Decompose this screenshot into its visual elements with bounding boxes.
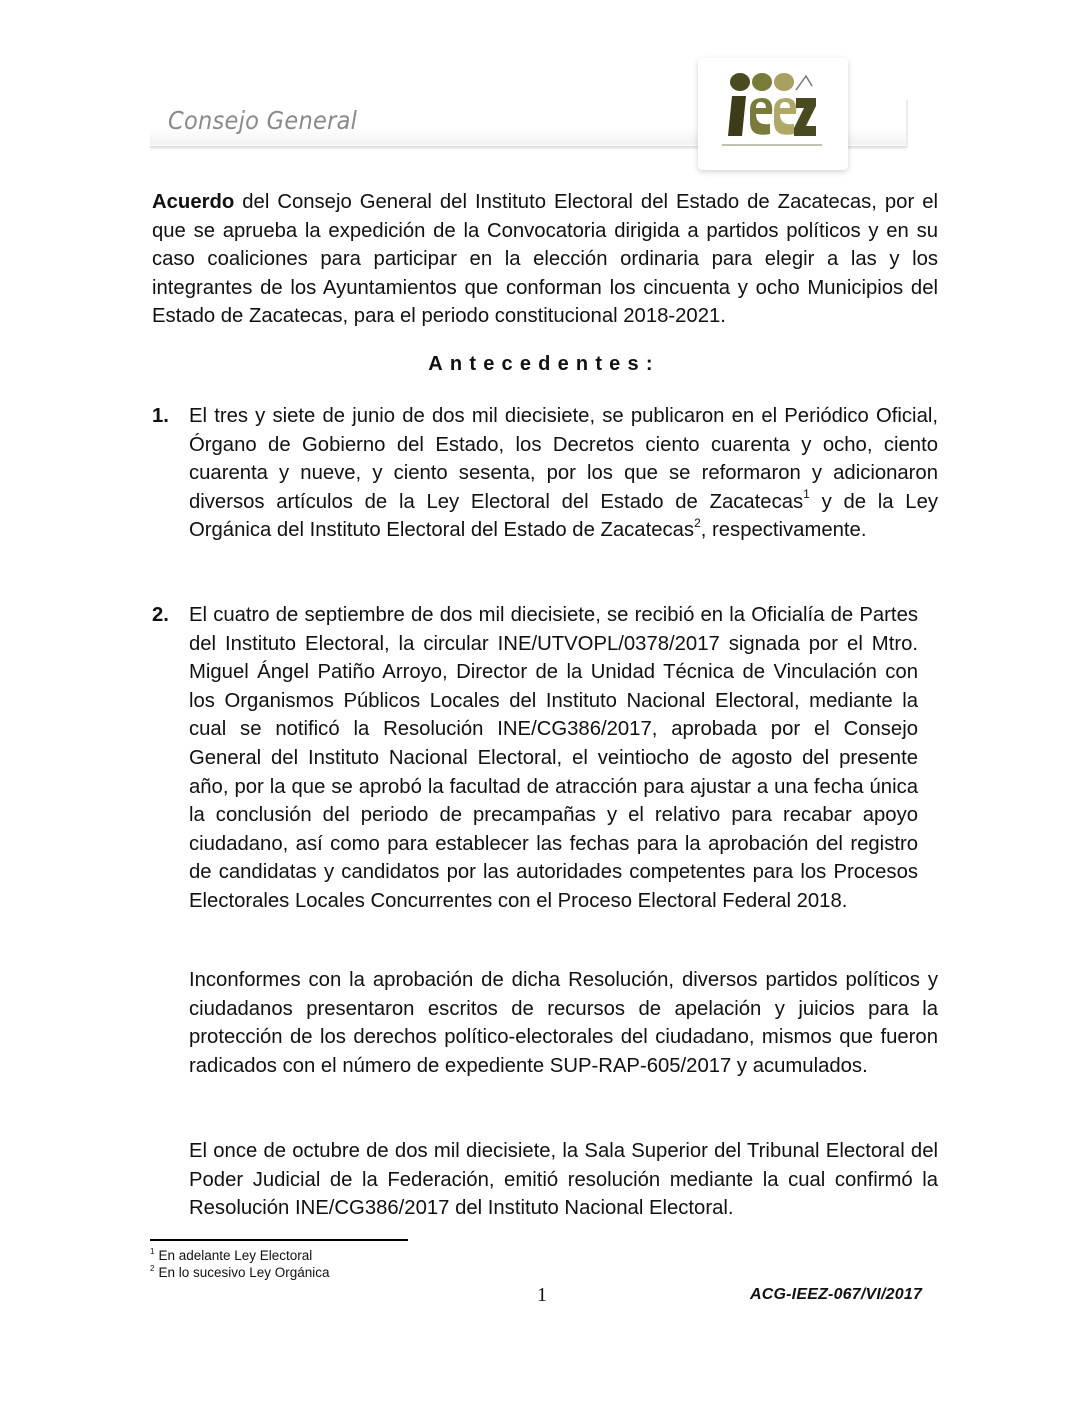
- intro-lead: Acuerdo: [152, 191, 235, 213]
- footnote: [150, 1247, 330, 1264]
- footnote: [150, 1264, 330, 1281]
- item-text-a: El tres y siete de junio de dos mil diecisiete, se publicaron en el Periódico Oficial, Órgano de Gobierno del Estado, los Decretos ciento cuarenta y ocho, ciento cuarenta y nueve, y ciento sesenta, por los que se reformaron y adicionaron diversos artículos de la Ley Electoral del Estado de Zacatecas: [189, 405, 938, 513]
- section-title: Antecedentes:: [428, 353, 660, 375]
- footnote-ref-1[interactable]: 1: [803, 487, 810, 502]
- footnotes: [150, 1247, 330, 1281]
- header-edge: [906, 100, 908, 148]
- logo-box: [698, 58, 848, 170]
- page-number: 1: [537, 1284, 547, 1306]
- page-header: [150, 60, 906, 170]
- paragraph: Inconformes con la aprobación de dicha Resolución, diversos partidos políticos y ciudadanos presentaron escritos de recursos de apelación y juicios para la protección de los derechos político-electorales del ciudadano, mismos que fueron radicados con el número de expediente SUP-RAP-605/2017 y acumulados.: [189, 969, 938, 1077]
- item-text-c: , respectivamente.: [700, 519, 867, 542]
- item-text: El cuatro de septiembre de dos mil diecisiete, se recibió en la Oficialía de Partes del Instituto Electoral, la circular INE/UTVOPL/0378/2017 signada por el Mtro. Miguel Ángel Patiño Arroyo, Director de la Unidad Técnica de Vinculación con los Organismos Públicos Locales del Instituto Nacional Electoral, mediante la cual se notificó la Resolución INE/CG386/2017, aprobada por el Consejo General del Instituto Nacional Electoral, el veintiocho de agosto del presente año, por la que se aprobó la facultad de atracción para ajustar a una fecha única la conclusión del periodo de precampañas y el relativo para recabar apoyo ciudadano, así como para establecer las fechas para la aprobación del registro de candidatas y candidatos por las autoridades competentes para los Procesos Electorales Locales Concurrentes con el Proceso Electoral Federal 2018.: [189, 604, 918, 912]
- item-number: 1.: [152, 405, 169, 427]
- header-title: Consejo General: [168, 106, 358, 135]
- footnote-ref-2[interactable]: 2: [694, 515, 701, 530]
- footnote-text: En adelante Ley Electoral: [158, 1248, 313, 1263]
- list-item: [152, 601, 918, 916]
- item-text-b: y de la Ley Orgánica del Instituto Electoral del Estado de Zacatecas: [189, 490, 938, 542]
- footnote-mark: 1: [150, 1246, 155, 1256]
- paragraph: El once de octubre de dos mil diecisiete, la Sala Superior del Tribunal Electoral del Poder Judicial de la Federación, emitió resolución mediante la cual confirmó la Resolución INE/CG386/2017 del Instituto Nacional Electoral.: [189, 1140, 938, 1220]
- footnote-text: En lo sucesivo Ley Orgánica: [158, 1265, 330, 1280]
- footnote-divider: [150, 1239, 408, 1241]
- ieez-logo-icon: [726, 70, 818, 142]
- item-text: [189, 402, 938, 545]
- agreement-intro: [152, 188, 938, 331]
- intro-text: del Consejo General del Instituto Electoral del Estado de Zacatecas, por el que se aprueba la expedición de la Convocatoria dirigida a partidos políticos y en su caso coaliciones para participar en la elección ordinaria para elegir a las y los integrantes de los Ayuntamientos que conforman los cincuenta y ocho Municipios del Estado de Zacatecas, para el periodo constitucional 2018-2021.: [152, 191, 938, 328]
- logo-caption: [722, 144, 822, 146]
- footnote-mark: 2: [150, 1263, 155, 1273]
- document-code: ACG-IEEZ-067/VI/2017: [750, 1286, 923, 1303]
- list-item: [152, 402, 938, 545]
- item-number: 2.: [152, 604, 169, 626]
